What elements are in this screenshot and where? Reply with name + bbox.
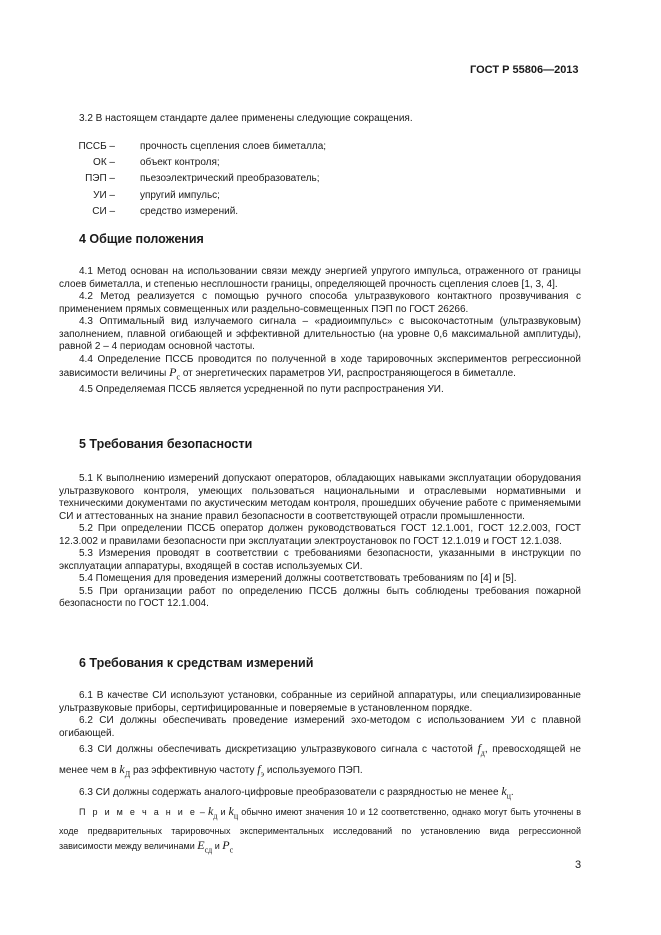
- abbreviation-row: [56, 188, 326, 204]
- clause-5-3: 5.3 Измерения проводят в соответствии с требованиями безопасности, указанными в инструкции по эксплуатации аппаратуры, входящей в состав используемых СИ.: [59, 548, 581, 572]
- section-4-heading: 4 Общие положения: [79, 232, 204, 246]
- abbreviation-key: СИ –: [92, 205, 115, 217]
- section-4-body: [59, 266, 581, 396]
- section-5-body: [59, 473, 581, 611]
- symbol-fd: $f_д$: [477, 741, 485, 758]
- clause-5-5: 5.5 При организации работ по определению ПССБ должны быть соблюдены требования пожарной безопасности по ГОСТ 12.1.004.: [59, 585, 581, 609]
- abbreviation-key: УИ –: [93, 189, 115, 201]
- symbol-kd: $k_Д$: [119, 762, 131, 779]
- clause-6-2: 6.2 СИ должны обеспечивать проведение измерений эхо-методом с использованием УИ с плавной огибающей.: [59, 715, 581, 739]
- symbol-esd: $E_{сд}$: [197, 837, 213, 854]
- note: П р и м е ч а н и е – $k_д$ и $k_ц$ обычно имеют значения 10 и 12 соответственно, однако могут быть уточнены в ходе предварительных тарировочных экспериментальных исследований по установлению вида регрессионной зависимости между величинами $E_{сд}$ и $P_c$: [59, 804, 582, 854]
- abbreviation-row: [56, 155, 326, 171]
- abbreviation-definition: прочность сцепления слоев биметалла;: [140, 141, 327, 152]
- clause-5-1: 5.1 К выполнению измерений допускают операторов, обладающих навыками эксплуатации оборудования ультразвукового контроля, умеющих пользоваться национальными и отраслевыми нормативными и техническими документами по акустическим методам контроля, прошедших обучение работе с применяемыми СИ и аттестованных на знание правил безопасности в соответствующей отрасли промышленности.: [59, 473, 581, 522]
- clause-6-1: 6.1 В качестве СИ используют установки, собранные из серийной аппаратуры, или специализированные ультразвуковые приборы, сертифицированные и поверяемые в установленном порядке.: [59, 690, 581, 714]
- clause-4-2: 4.2 Метод реализуется с помощью ручного способа ультразвукового контактного прозвучивания с применением прямых совмещенных или раздельно-совмещенных ПЭП по ГОСТ 26266.: [59, 291, 581, 315]
- page-number: 3: [575, 859, 582, 871]
- clause-5-2: 5.2 При определении ПССБ оператор должен руководствоваться ГОСТ 12.1.001, ГОСТ 12.2.003, ГОСТ 12.3.002 и правилами безопасности при эксплуатации электроустановок по ГОСТ 12.1.019 и ГОСТ 12.1.038.: [59, 523, 581, 547]
- clause-3-2: 3.2 В настоящем стандарте далее применены следующие сокращения.: [79, 113, 413, 124]
- clause-5-4: 5.4 Помещения для проведения измерений должны соответствовать требованиям по [4] и [5].: [79, 573, 517, 584]
- section-5-heading: 5 Требования безопасности: [79, 437, 253, 451]
- section-6-heading: 6 Требования к средствам измерений: [79, 656, 314, 670]
- clause-6-3: 6.3 СИ должны обеспечивать дискретизацию ультразвукового сигнала с частотой $f_д$, превосходящей не менее чем в $k_Д$ раз эффективную частоту $f_э$ используемого ПЭП.: [59, 741, 581, 779]
- abbreviation-key: ПЭП –: [85, 173, 115, 185]
- symbol-pc-note: $P_c$: [222, 837, 234, 854]
- clause-4-1: 4.1 Метод основан на использовании связи между энергией упругого импульса, отраженного от границы слоев биметалла, и степенью несплошности границы, определяющей прочность сцепления слоев [1, 3, 4].: [59, 266, 581, 290]
- abbreviation-key: ПССБ –: [78, 141, 115, 152]
- clause-4-3: 4.3 Оптимальный вид излучаемого сигнала – «радиоимпульс» с высокочастотным (ультразвуковым) заполнением, плавной огибающей и эффективной длительностью (на уровне 0,6 максимальной амплитуды), равной 2 – 4 периодам основной частоты.: [59, 316, 581, 352]
- note-label: П р и м е ч а н и е: [79, 807, 197, 818]
- clause-6-4: 6.3 СИ должны содержать аналого-цифровые преобразователи с разрядностью не менее $k_ц$.: [79, 783, 514, 801]
- abbreviation-definition: объект контроля;: [140, 157, 220, 169]
- symbol-fe: $f_э$: [257, 762, 265, 779]
- symbol-kc: $k_ц$: [501, 783, 511, 801]
- symbol-pc: $P_c$: [169, 365, 181, 382]
- abbreviations-list: [56, 139, 326, 220]
- abbreviation-definition: пьезоэлектрический преобразователь;: [140, 173, 320, 185]
- section-6-body: [59, 690, 581, 857]
- symbol-kc-note: $k_ц$: [228, 804, 239, 821]
- abbreviation-row: [56, 204, 326, 220]
- standard-header: ГОСТ Р 55806—2013: [470, 64, 579, 76]
- clause-4-5: 4.5 Определяемая ПССБ является усредненной по пути распространения УИ.: [79, 383, 444, 395]
- clause-4-4-text: 4.4 Определение ПССБ проводится по полученной в ходе тарировочных экспериментов регрессионной зависимости величины: [59, 353, 581, 379]
- abbreviation-key: ОК –: [93, 157, 115, 169]
- abbreviation-row: [56, 171, 326, 187]
- symbol-kd-note: $k_д$: [208, 804, 218, 821]
- abbreviation-row: [56, 139, 326, 155]
- clause-4-4: [59, 354, 581, 384]
- abbreviation-definition: средство измерений.: [140, 205, 239, 217]
- abbreviation-definition: упругий импульс;: [140, 189, 220, 201]
- clause-4-4-text-end: от энергетических параметров УИ, распространяющегося в биметалле.: [180, 368, 516, 379]
